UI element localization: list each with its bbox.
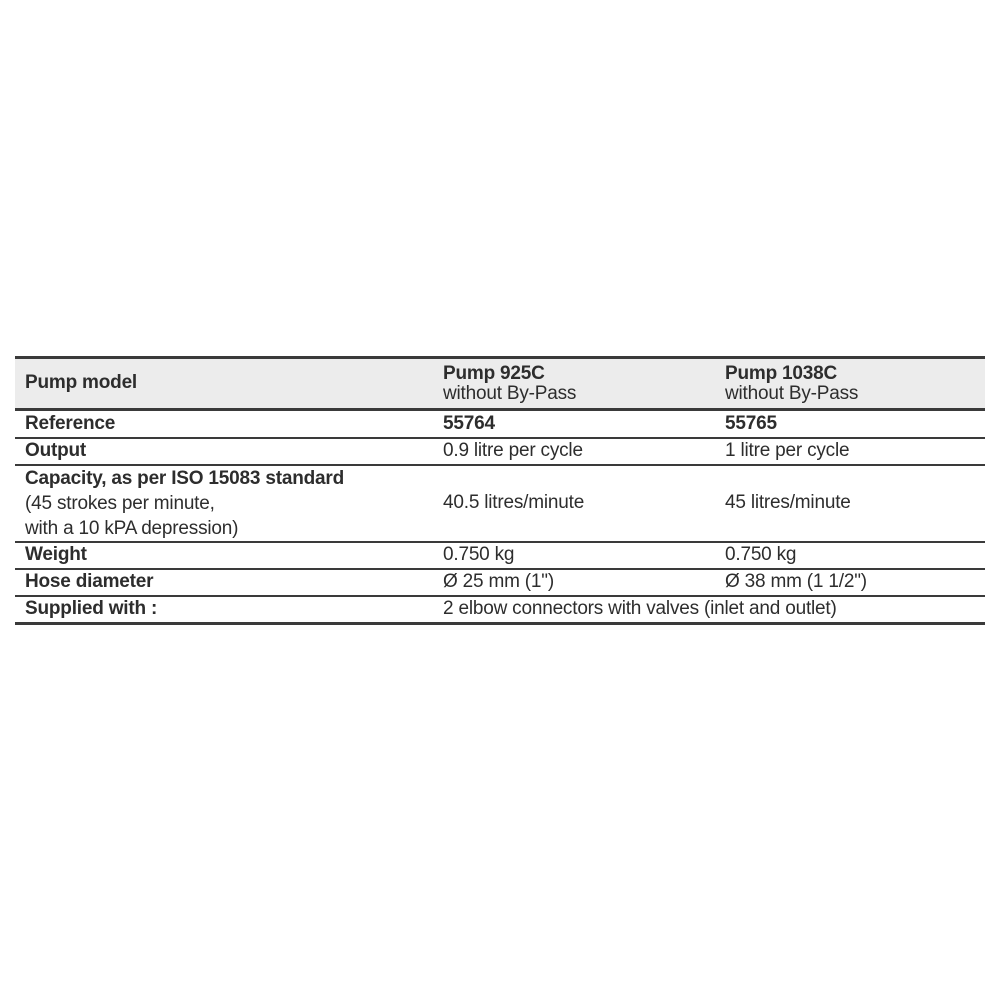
hose-diameter-value-1038c: Ø 38 mm (1 1/2") xyxy=(725,571,867,593)
hose-diameter-label: Hose diameter xyxy=(25,571,154,593)
table-row-weight xyxy=(15,543,985,570)
reference-value-925c: 55764 xyxy=(443,412,495,434)
hose-diameter-value-925c: Ø 25 mm (1") xyxy=(443,571,554,593)
weight-value-925c: 0.750 kg xyxy=(443,544,515,566)
capacity-value-925c: 40.5 litres/minute xyxy=(443,492,585,514)
capacity-label xyxy=(15,466,443,541)
output-value-1038c: 1 litre per cycle xyxy=(725,440,850,462)
table-row-output xyxy=(15,439,985,466)
table-row-capacity xyxy=(15,466,985,543)
capacity-value-1038c: 45 litres/minute xyxy=(725,492,851,514)
table-row-supplied-with xyxy=(15,597,985,622)
header-pump-1038c-variant: without By-Pass xyxy=(725,382,859,404)
reference-value-1038c: 55765 xyxy=(725,412,777,434)
reference-label: Reference xyxy=(25,412,116,434)
table-row-hose-diameter xyxy=(15,570,985,597)
header-pump-925c xyxy=(443,364,725,404)
header-pump-925c-model: Pump 925C xyxy=(443,362,545,384)
capacity-label-line1: Capacity, as per ISO 15083 standard xyxy=(25,468,344,489)
capacity-label-line3: with a 10 kPA depression) xyxy=(25,518,239,539)
table-row-reference xyxy=(15,411,985,439)
table-header-row xyxy=(15,359,985,411)
capacity-label-line2: (45 strokes per minute, xyxy=(25,493,215,514)
supplied-with-value: 2 elbow connectors with valves (inlet and outlet) xyxy=(443,598,837,620)
supplied-with-label: Supplied with : xyxy=(25,598,158,620)
weight-value-1038c: 0.750 kg xyxy=(725,544,797,566)
output-label: Output xyxy=(25,440,87,462)
header-pump-1038c-model: Pump 1038C xyxy=(725,362,838,384)
pump-spec-table xyxy=(15,356,985,625)
output-value-925c: 0.9 litre per cycle xyxy=(443,440,583,462)
header-pump-1038c xyxy=(725,364,985,404)
header-pump-925c-variant: without By-Pass xyxy=(443,382,577,404)
header-pump-model-label: Pump model xyxy=(25,372,138,394)
weight-label: Weight xyxy=(25,544,87,566)
